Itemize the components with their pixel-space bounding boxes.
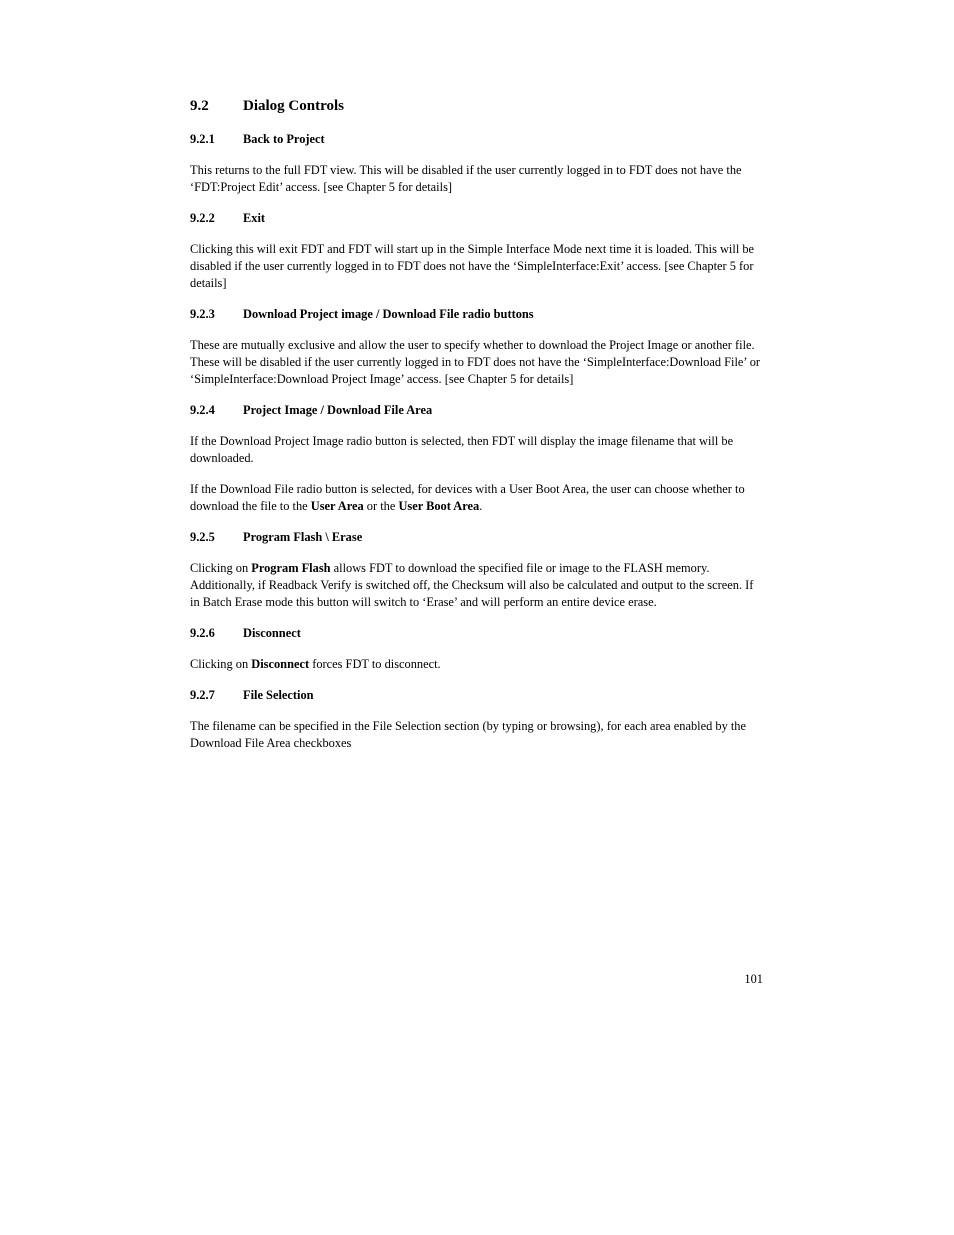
body-paragraph bbox=[190, 481, 764, 515]
paragraph-text: The filename can be specified in the File Selection section (by typing or browsing), for each area enabled by the Download File Area checkboxes bbox=[190, 719, 746, 750]
paragraph-text: . bbox=[479, 499, 483, 513]
subsection-heading bbox=[190, 402, 764, 419]
paragraph-text: If the Download File radio button is selected, for devices with a User Boot Area, the user can choose whether to download the file to the bbox=[190, 482, 745, 513]
subsection-number: 9.2.1 bbox=[190, 132, 215, 146]
page-number: 101 bbox=[744, 972, 763, 986]
subsection-title: Disconnect bbox=[243, 626, 301, 640]
bold-term: User Area bbox=[310, 499, 364, 513]
subsection-number: 9.2.5 bbox=[190, 530, 215, 544]
subsection-heading bbox=[190, 306, 764, 323]
paragraph-text: These are mutually exclusive and allow the user to specify whether to download the Project Image or another file. These will be disabled if the user currently logged in to FDT does not have the ‘SimpleInterface:Download File’ or ‘SimpleInterface:Download Project Image’ access. [see Chapter 5 for details] bbox=[190, 338, 761, 386]
paragraph-text: If the Download Project Image radio button is selected, then FDT will display the image filename that will be downloaded. bbox=[190, 434, 734, 465]
subsection-heading bbox=[190, 687, 764, 704]
bold-term: Disconnect bbox=[251, 657, 310, 671]
subsection-list bbox=[190, 131, 764, 752]
section-heading bbox=[190, 96, 764, 116]
body-paragraph bbox=[190, 337, 764, 388]
body-paragraph bbox=[190, 241, 764, 292]
body-paragraph bbox=[190, 433, 764, 467]
body-paragraph bbox=[190, 560, 764, 611]
paragraph-text: Clicking on bbox=[190, 561, 252, 575]
subsection-title: Download Project image / Download File radio buttons bbox=[243, 307, 534, 321]
subsection-number: 9.2.7 bbox=[190, 688, 215, 702]
bold-term: Program Flash bbox=[251, 561, 331, 575]
subsection-title: Exit bbox=[243, 211, 266, 225]
body-paragraph bbox=[190, 718, 764, 752]
subsection-number: 9.2.6 bbox=[190, 626, 215, 640]
paragraph-text: or the bbox=[363, 499, 399, 513]
subsection-number: 9.2.4 bbox=[190, 403, 215, 417]
subsection-heading bbox=[190, 529, 764, 546]
subsection-number: 9.2.2 bbox=[190, 211, 215, 225]
subsection-title: Back to Project bbox=[243, 132, 325, 146]
body-paragraph bbox=[190, 162, 764, 196]
paragraph-text: This returns to the full FDT view. This will be disabled if the user currently logged in to FDT does not have the ‘FDT:Project Edit’ access. [see Chapter 5 for details] bbox=[190, 163, 742, 194]
paragraph-text: Clicking this will exit FDT and FDT will start up in the Simple Interface Mode next time it is loaded. This will be disabled if the user currently logged in to FDT does not have the ‘SimpleInterface:Exit’ access. [see Chapter 5 for details] bbox=[190, 242, 755, 290]
paragraph-text: allows FDT to download the specified file or image to the FLASH memory. Additionally, if Readback Verify is switched off, the Checksum will also be calculated and output to the screen. If in Batch Erase mode this button will switch to ‘Erase’ and will perform an entire device erase. bbox=[190, 561, 754, 609]
page-content bbox=[190, 96, 764, 766]
bold-term: User Boot Area bbox=[398, 499, 480, 513]
subsection-title: Project Image / Download File Area bbox=[243, 403, 433, 417]
subsection-heading bbox=[190, 210, 764, 227]
subsection-heading bbox=[190, 625, 764, 642]
section-number: 9.2 bbox=[190, 98, 209, 114]
subsection-title: File Selection bbox=[243, 688, 314, 702]
paragraph-text: Clicking on bbox=[190, 657, 252, 671]
subsection-heading bbox=[190, 131, 764, 148]
subsection-title: Program Flash \ Erase bbox=[243, 530, 363, 544]
section-title: Dialog Controls bbox=[243, 98, 344, 114]
paragraph-text: forces FDT to disconnect. bbox=[309, 657, 441, 671]
subsection-number: 9.2.3 bbox=[190, 307, 215, 321]
body-paragraph bbox=[190, 656, 764, 673]
